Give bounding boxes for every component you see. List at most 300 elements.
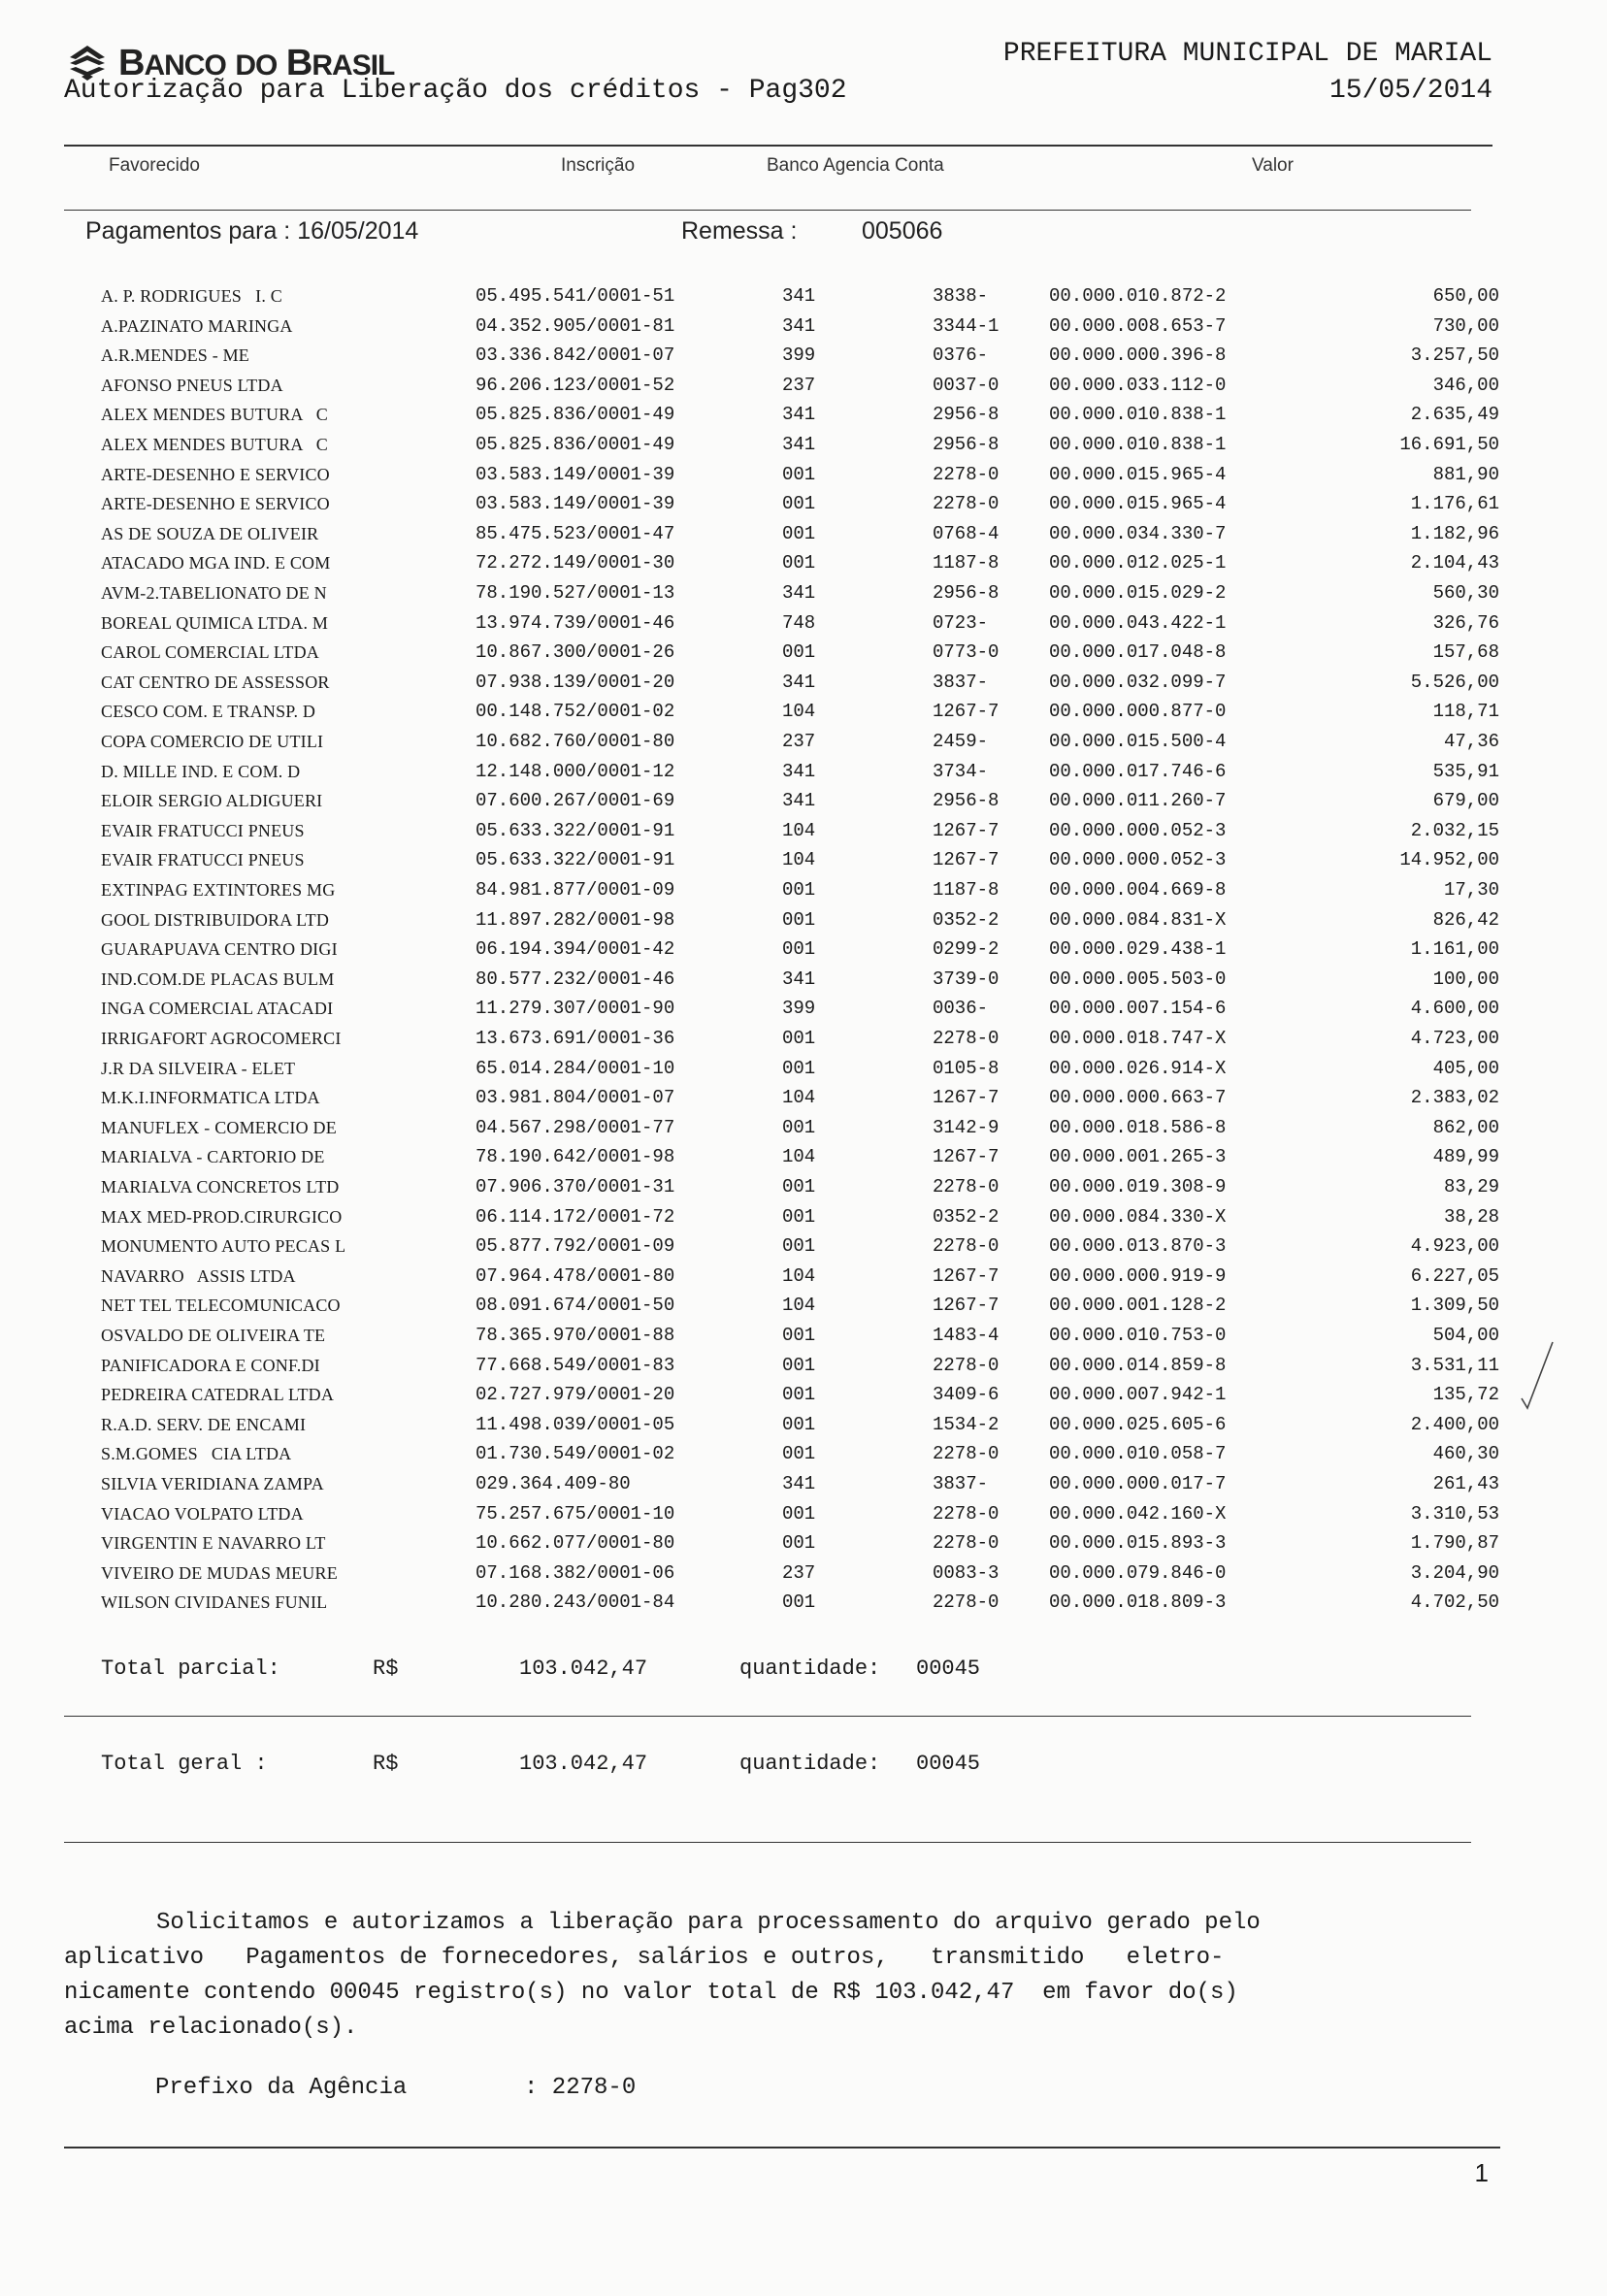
- favorecido-cell: A.R.MENDES - ME: [101, 345, 250, 366]
- conta-cell: 00.000.000.396-8: [1049, 344, 1227, 367]
- valor-cell: 650,00: [1432, 285, 1499, 307]
- table-row: [0, 489, 1607, 519]
- banco-cell: 001: [782, 493, 816, 515]
- banco-cell: 399: [782, 344, 816, 367]
- table-row: [0, 1202, 1607, 1232]
- valor-cell: 2.400,00: [1410, 1413, 1499, 1435]
- inscricao-cell: 01.730.549/0001-02: [476, 1443, 675, 1465]
- agencia-cell: 2956-8: [933, 582, 1000, 604]
- agencia-cell: 0352-2: [933, 908, 1000, 931]
- banco-cell: 001: [782, 1057, 816, 1079]
- inscricao-cell: 96.206.123/0001-52: [476, 374, 675, 396]
- total-parcial-quantity: 00045: [916, 1656, 981, 1681]
- agencia-cell: 1267-7: [933, 701, 1000, 723]
- favorecido-cell: IRRIGAFORT AGROCOMERCI: [101, 1029, 342, 1048]
- valor-cell: 504,00: [1432, 1325, 1499, 1346]
- valor-cell: 16.691,50: [1399, 434, 1499, 455]
- message-line-2: aplicativo Pagamentos de fornecedores, salários e outros, transmitido eletro-: [64, 1945, 1225, 1971]
- favorecido-cell: M.K.I.INFORMATICA LTDA: [101, 1088, 320, 1108]
- valor-cell: 2.635,49: [1410, 404, 1499, 426]
- banco-cell: 001: [782, 1413, 816, 1435]
- favorecido-cell: SILVIA VERIDIANA ZAMPA: [101, 1474, 324, 1493]
- inscricao-cell: 75.257.675/0001-10: [476, 1502, 675, 1525]
- header-divider: [64, 145, 1492, 147]
- column-header-inscricao: Inscrição: [561, 155, 636, 176]
- conta-cell: 00.000.000.877-0: [1049, 701, 1227, 723]
- total-geral-quantity: 00045: [916, 1752, 981, 1776]
- agencia-cell: 0723-: [933, 611, 989, 634]
- agencia-cell: 3734-: [933, 760, 989, 782]
- conta-cell: 00.000.019.308-9: [1049, 1176, 1227, 1197]
- inscricao-cell: 05.825.836/0001-49: [476, 404, 675, 426]
- banco-cell: 104: [782, 1087, 816, 1109]
- conta-cell: 00.000.000.052-3: [1049, 819, 1227, 841]
- valor-cell: 14.952,00: [1399, 849, 1499, 871]
- favorecido-cell: ALEX MENDES BUTURA C: [101, 435, 328, 454]
- conta-cell: 00.000.015.893-3: [1049, 1532, 1227, 1555]
- payment-date: Pagamentos para : 16/05/2014: [85, 217, 419, 245]
- agencia-cell: 2278-0: [933, 1591, 1000, 1614]
- conta-cell: 00.000.008.653-7: [1049, 314, 1227, 337]
- conta-cell: 00.000.025.605-6: [1049, 1413, 1227, 1435]
- agencia-cell: 2956-8: [933, 790, 1000, 812]
- inscricao-cell: 03.583.149/0001-39: [476, 493, 675, 515]
- favorecido-cell: AS DE SOUZA DE OLIVEIR: [101, 523, 319, 543]
- banco-cell: 104: [782, 701, 816, 723]
- favorecido-cell: AFONSO PNEUS LTDA: [101, 375, 283, 395]
- agencia-cell: 1267-7: [933, 1087, 1000, 1109]
- inscricao-cell: 07.600.267/0001-69: [476, 790, 675, 812]
- conta-cell: 00.000.018.586-8: [1049, 1116, 1227, 1138]
- inscricao-cell: 11.498.039/0001-05: [476, 1413, 675, 1435]
- conta-cell: 00.000.012.025-1: [1049, 552, 1227, 574]
- conta-cell: 00.000.042.160-X: [1049, 1502, 1227, 1525]
- banco-cell: 104: [782, 849, 816, 871]
- agencia-cell: 0083-3: [933, 1561, 1000, 1584]
- table-row: [0, 875, 1607, 905]
- table-row: [0, 519, 1607, 549]
- banco-cell: 341: [782, 285, 816, 307]
- banco-cell: 104: [782, 1264, 816, 1287]
- conta-cell: 00.000.010.872-2: [1049, 285, 1227, 307]
- banco-cell: 001: [782, 1325, 816, 1346]
- table-row: [0, 1231, 1607, 1262]
- valor-cell: 460,30: [1432, 1443, 1499, 1465]
- agencia-cell: 2278-0: [933, 1235, 1000, 1258]
- agencia-cell: 2278-0: [933, 1354, 1000, 1376]
- inscricao-cell: 00.148.752/0001-02: [476, 701, 675, 723]
- valor-cell: 2.032,15: [1410, 819, 1499, 841]
- table-row: [0, 548, 1607, 578]
- inscricao-cell: 10.682.760/0001-80: [476, 731, 675, 752]
- inscricao-cell: 13.974.739/0001-46: [476, 611, 675, 634]
- conta-cell: 00.000.026.914-X: [1049, 1057, 1227, 1079]
- table-row: [0, 281, 1607, 312]
- valor-cell: 730,00: [1432, 314, 1499, 337]
- valor-cell: 261,43: [1432, 1473, 1499, 1494]
- banco-cell: 104: [782, 1146, 816, 1168]
- valor-cell: 4.702,50: [1410, 1591, 1499, 1614]
- total-geral-label: Total geral :: [101, 1752, 268, 1776]
- banco-cell: 399: [782, 998, 816, 1020]
- agencia-cell: 1267-7: [933, 1295, 1000, 1317]
- favorecido-cell: EVAIR FRATUCCI PNEUS: [101, 820, 305, 840]
- inscricao-cell: 05.633.322/0001-91: [476, 849, 675, 871]
- favorecido-cell: A.PAZINATO MARINGA: [101, 315, 293, 336]
- agencia-cell: 2278-0: [933, 493, 1000, 515]
- banco-cell: 237: [782, 731, 816, 752]
- agencia-cell: 2278-0: [933, 463, 1000, 485]
- agencia-cell: 0768-4: [933, 522, 1000, 544]
- agencia-cell: 2956-8: [933, 434, 1000, 455]
- table-row: [0, 1291, 1607, 1321]
- agencia-cell: 0037-0: [933, 374, 1000, 396]
- table-row: [0, 816, 1607, 846]
- banco-cell: 104: [782, 1295, 816, 1317]
- banco-cell: 341: [782, 434, 816, 455]
- banco-cell: 001: [782, 641, 816, 664]
- table-row: [0, 460, 1607, 490]
- message-line-4: acima relacionado(s).: [64, 2015, 358, 2041]
- inscricao-cell: 04.567.298/0001-77: [476, 1116, 675, 1138]
- favorecido-cell: INGA COMERCIAL ATACADI: [101, 999, 334, 1019]
- valor-cell: 881,90: [1432, 463, 1499, 485]
- agencia-cell: 0773-0: [933, 641, 1000, 664]
- conta-cell: 00.000.017.746-6: [1049, 760, 1227, 782]
- agencia-cell: 1267-7: [933, 819, 1000, 841]
- inscricao-cell: 11.279.307/0001-90: [476, 998, 675, 1020]
- table-row: [0, 727, 1607, 757]
- banco-cell: 341: [782, 314, 816, 337]
- conta-cell: 00.000.004.669-8: [1049, 879, 1227, 901]
- favorecido-cell: ARTE-DESENHO E SERVICO: [101, 464, 330, 484]
- conta-cell: 00.000.010.838-1: [1049, 404, 1227, 426]
- valor-cell: 405,00: [1432, 1057, 1499, 1079]
- favorecido-cell: MANUFLEX - COMERCIO DE: [101, 1117, 337, 1137]
- favorecido-cell: VIVEIRO DE MUDAS MEURE: [101, 1562, 338, 1583]
- table-row: [0, 1054, 1607, 1084]
- table-row: [0, 1113, 1607, 1143]
- table-row: [0, 697, 1607, 727]
- totals-divider: [64, 1716, 1471, 1717]
- banco-cell: 341: [782, 671, 816, 693]
- banco-cell: 237: [782, 374, 816, 396]
- favorecido-cell: BOREAL QUIMICA LTDA. M: [101, 612, 329, 633]
- favorecido-cell: CESCO COM. E TRANSP. D: [101, 702, 316, 722]
- table-row: [0, 341, 1607, 371]
- conta-cell: 00.000.000.919-9: [1049, 1264, 1227, 1287]
- favorecido-cell: PEDREIRA CATEDRAL LTDA: [101, 1385, 335, 1405]
- favorecido-cell: MARIALVA CONCRETOS LTD: [101, 1177, 340, 1197]
- inscricao-cell: 05.825.836/0001-49: [476, 434, 675, 455]
- valor-cell: 4.600,00: [1410, 998, 1499, 1020]
- banco-cell: 001: [782, 1591, 816, 1614]
- table-row: [0, 578, 1607, 608]
- conta-cell: 00.000.018.809-3: [1049, 1591, 1227, 1614]
- conta-cell: 00.000.015.500-4: [1049, 731, 1227, 752]
- table-row: [0, 965, 1607, 995]
- banco-cell: 001: [782, 1384, 816, 1406]
- inscricao-cell: 10.867.300/0001-26: [476, 641, 675, 664]
- conta-cell: 00.000.015.029-2: [1049, 582, 1227, 604]
- banco-cell: 104: [782, 819, 816, 841]
- favorecido-cell: VIACAO VOLPATO LTDA: [101, 1503, 304, 1524]
- valor-cell: 157,68: [1432, 641, 1499, 664]
- table-row: [0, 1172, 1607, 1202]
- agencia-cell: 3838-: [933, 285, 989, 307]
- conta-cell: 00.000.010.838-1: [1049, 434, 1227, 455]
- valor-cell: 100,00: [1432, 968, 1499, 990]
- conta-cell: 00.000.001.128-2: [1049, 1295, 1227, 1317]
- valor-cell: 135,72: [1432, 1384, 1499, 1406]
- banco-cell: 001: [782, 908, 816, 931]
- favorecido-cell: ALEX MENDES BUTURA C: [101, 405, 328, 425]
- inscricao-cell: 77.668.549/0001-83: [476, 1354, 675, 1376]
- table-row: [0, 994, 1607, 1024]
- conta-cell: 00.000.010.058-7: [1049, 1443, 1227, 1465]
- inscricao-cell: 08.091.674/0001-50: [476, 1295, 675, 1317]
- total-parcial-quantity-label: quantidade:: [739, 1656, 881, 1681]
- table-row: [0, 786, 1607, 816]
- valor-cell: 4.923,00: [1410, 1235, 1499, 1258]
- table-row: [0, 1321, 1607, 1351]
- inscricao-cell: 06.114.172/0001-72: [476, 1205, 675, 1228]
- inscricao-cell: 78.365.970/0001-88: [476, 1325, 675, 1346]
- agencia-cell: 1483-4: [933, 1325, 1000, 1346]
- inscricao-cell: 05.495.541/0001-51: [476, 285, 675, 307]
- banco-cell: 748: [782, 611, 816, 634]
- valor-cell: 3.531,11: [1410, 1354, 1499, 1376]
- favorecido-cell: NAVARRO ASSIS LTDA: [101, 1265, 296, 1286]
- conta-cell: 00.000.000.052-3: [1049, 849, 1227, 871]
- table-row: [0, 1439, 1607, 1469]
- table-row: [0, 1351, 1607, 1381]
- inscricao-cell: 11.897.282/0001-98: [476, 908, 675, 931]
- table-row: [0, 1142, 1607, 1172]
- agencia-cell: 2278-0: [933, 1532, 1000, 1555]
- valor-cell: 3.257,50: [1410, 344, 1499, 367]
- table-row: [0, 1262, 1607, 1292]
- conta-cell: 00.000.084.831-X: [1049, 908, 1227, 931]
- table-row: [0, 1083, 1607, 1113]
- favorecido-cell: ARTE-DESENHO E SERVICO: [101, 494, 330, 514]
- total-geral-currency: R$: [373, 1752, 399, 1776]
- table-row: [0, 638, 1607, 668]
- table-row: [0, 1528, 1607, 1558]
- valor-cell: 1.176,61: [1410, 493, 1499, 515]
- favorecido-cell: ATACADO MGA IND. E COM: [101, 553, 331, 574]
- agencia-cell: 2278-0: [933, 1443, 1000, 1465]
- document-title: Autorização para Liberação dos créditos - Pag302: [64, 76, 847, 106]
- conta-cell: 00.000.043.422-1: [1049, 611, 1227, 634]
- table-row: [0, 845, 1607, 875]
- inscricao-cell: 07.906.370/0001-31: [476, 1176, 675, 1197]
- valor-cell: 1.161,00: [1410, 938, 1499, 961]
- table-row: [0, 1380, 1607, 1410]
- favorecido-cell: CAROL COMERCIAL LTDA: [101, 642, 320, 663]
- table-row: [0, 1499, 1607, 1529]
- column-header-banco-agencia-conta: Banco Agencia Conta: [767, 155, 944, 176]
- table-row: [0, 668, 1607, 698]
- conta-cell: 00.000.018.747-X: [1049, 1028, 1227, 1049]
- banco-cell: 001: [782, 1443, 816, 1465]
- inscricao-cell: 78.190.642/0001-98: [476, 1146, 675, 1168]
- agencia-cell: 2278-0: [933, 1502, 1000, 1525]
- banco-cell: 341: [782, 404, 816, 426]
- inscricao-cell: 03.583.149/0001-39: [476, 463, 675, 485]
- valor-cell: 326,76: [1432, 611, 1499, 634]
- agencia-cell: 2459-: [933, 731, 989, 752]
- check-mark-icon: [1520, 1340, 1555, 1410]
- conta-cell: 00.000.079.846-0: [1049, 1561, 1227, 1584]
- valor-cell: 2.104,43: [1410, 552, 1499, 574]
- valor-cell: 346,00: [1432, 374, 1499, 396]
- total-parcial-label: Total parcial:: [101, 1656, 280, 1681]
- agency-prefix-value: : 2278-0: [524, 2075, 637, 2101]
- banco-cell: 001: [782, 1354, 816, 1376]
- valor-cell: 83,29: [1443, 1176, 1499, 1197]
- conta-cell: 00.000.032.099-7: [1049, 671, 1227, 693]
- table-row: [0, 1588, 1607, 1618]
- conta-cell: 00.000.007.942-1: [1049, 1384, 1227, 1406]
- agencia-cell: 0352-2: [933, 1205, 1000, 1228]
- favorecido-cell: D. MILLE IND. E COM. D: [101, 761, 301, 781]
- agencia-cell: 3409-6: [933, 1384, 1000, 1406]
- column-header-divider: [64, 210, 1471, 211]
- inscricao-cell: 10.662.077/0001-80: [476, 1532, 675, 1555]
- agencia-cell: 3837-: [933, 671, 989, 693]
- conta-cell: 00.000.084.330-X: [1049, 1205, 1227, 1228]
- table-row: [0, 430, 1607, 460]
- banco-cell: 001: [782, 1205, 816, 1228]
- agencia-cell: 3142-9: [933, 1116, 1000, 1138]
- inscricao-cell: 05.877.792/0001-09: [476, 1235, 675, 1258]
- valor-cell: 679,00: [1432, 790, 1499, 812]
- banco-cell: 001: [782, 1116, 816, 1138]
- valor-cell: 489,99: [1432, 1146, 1499, 1168]
- agencia-cell: 0036-: [933, 998, 989, 1020]
- inscricao-cell: 05.633.322/0001-91: [476, 819, 675, 841]
- favorecido-cell: GOOL DISTRIBUIDORA LTD: [101, 909, 330, 930]
- inscricao-cell: 07.964.478/0001-80: [476, 1264, 675, 1287]
- message-line-1: Solicitamos e autorizamos a liberação para processamento do arquivo gerado pelo: [156, 1910, 1261, 1936]
- banco-cell: 001: [782, 1028, 816, 1049]
- banco-cell: 001: [782, 879, 816, 901]
- remessa-label: Remessa :: [681, 217, 798, 245]
- favorecido-cell: AVM-2.TABELIONATO DE N: [101, 583, 327, 603]
- agencia-cell: 0299-2: [933, 938, 1000, 961]
- agencia-cell: 1187-8: [933, 879, 1000, 901]
- inscricao-cell: 78.190.527/0001-13: [476, 582, 675, 604]
- inscricao-cell: 029.364.409-80: [476, 1473, 631, 1494]
- valor-cell: 826,42: [1432, 908, 1499, 931]
- banco-cell: 237: [782, 1561, 816, 1584]
- agencia-cell: 1267-7: [933, 1146, 1000, 1168]
- conta-cell: 00.000.014.859-8: [1049, 1354, 1227, 1376]
- banco-cell: 001: [782, 463, 816, 485]
- agencia-cell: 2278-0: [933, 1176, 1000, 1197]
- inscricao-cell: 07.168.382/0001-06: [476, 1561, 675, 1584]
- inscricao-cell: 06.194.394/0001-42: [476, 938, 675, 961]
- total-geral-quantity-label: quantidade:: [739, 1752, 881, 1776]
- agencia-cell: 3739-0: [933, 968, 1000, 990]
- agencia-cell: 1534-2: [933, 1413, 1000, 1435]
- favorecido-cell: CAT CENTRO DE ASSESSOR: [101, 672, 330, 692]
- agency-prefix-label: Prefixo da Agência: [155, 2075, 408, 2101]
- inscricao-cell: 07.938.139/0001-20: [476, 671, 675, 693]
- table-row: [0, 757, 1607, 787]
- inscricao-cell: 02.727.979/0001-20: [476, 1384, 675, 1406]
- inscricao-cell: 85.475.523/0001-47: [476, 522, 675, 544]
- banco-cell: 341: [782, 968, 816, 990]
- inscricao-cell: 12.148.000/0001-12: [476, 760, 675, 782]
- conta-cell: 00.000.010.753-0: [1049, 1325, 1227, 1346]
- conta-cell: 00.000.011.260-7: [1049, 790, 1227, 812]
- favorecido-cell: NET TEL TELECOMUNICACO: [101, 1296, 341, 1316]
- valor-cell: 1.790,87: [1410, 1532, 1499, 1555]
- banco-cell: 001: [782, 1502, 816, 1525]
- valor-cell: 862,00: [1432, 1116, 1499, 1138]
- banco-cell: 001: [782, 938, 816, 961]
- organization-name: PREFEITURA MUNICIPAL DE MARIAL: [1002, 39, 1492, 69]
- favorecido-cell: J.R DA SILVEIRA - ELET: [101, 1058, 296, 1078]
- inscricao-cell: 10.280.243/0001-84: [476, 1591, 675, 1614]
- conta-cell: 00.000.005.503-0: [1049, 968, 1227, 990]
- total-geral-amount: 103.042,47: [519, 1752, 648, 1776]
- valor-cell: 4.723,00: [1410, 1028, 1499, 1049]
- banco-cell: 001: [782, 522, 816, 544]
- valor-cell: 3.310,53: [1410, 1502, 1499, 1525]
- valor-cell: 5.526,00: [1410, 671, 1499, 693]
- favorecido-cell: VIRGENTIN E NAVARRO LT: [101, 1533, 326, 1554]
- page-number: 1: [1474, 2158, 1489, 2187]
- favorecido-cell: EVAIR FRATUCCI PNEUS: [101, 850, 305, 870]
- message-line-3: nicamente contendo 00045 registro(s) no valor total de R$ 103.042,47 em favor do(s): [64, 1980, 1238, 2006]
- conta-cell: 00.000.001.265-3: [1049, 1146, 1227, 1168]
- table-row: [0, 1469, 1607, 1499]
- agencia-cell: 3837-: [933, 1473, 989, 1494]
- banco-cell: 341: [782, 582, 816, 604]
- agencia-cell: 1187-8: [933, 552, 1000, 574]
- footer-divider: [64, 1842, 1471, 1843]
- table-row: [0, 400, 1607, 430]
- conta-cell: 00.000.015.965-4: [1049, 493, 1227, 515]
- table-row: [0, 935, 1607, 965]
- conta-cell: 00.000.000.017-7: [1049, 1473, 1227, 1494]
- banco-cell: 001: [782, 552, 816, 574]
- table-row: [0, 608, 1607, 639]
- inscricao-cell: 65.014.284/0001-10: [476, 1057, 675, 1079]
- bottom-rule: [64, 2147, 1500, 2148]
- banco-cell: 001: [782, 1235, 816, 1258]
- inscricao-cell: 84.981.877/0001-09: [476, 879, 675, 901]
- agencia-cell: 0376-: [933, 344, 989, 367]
- inscricao-cell: 04.352.905/0001-81: [476, 314, 675, 337]
- favorecido-cell: EXTINPAG EXTINTORES MG: [101, 880, 336, 900]
- inscricao-cell: 03.981.804/0001-07: [476, 1087, 675, 1109]
- favorecido-cell: MONUMENTO AUTO PECAS L: [101, 1236, 346, 1257]
- table-row: [0, 905, 1607, 935]
- favorecido-cell: GUARAPUAVA CENTRO DIGI: [101, 939, 338, 960]
- valor-cell: 17,30: [1443, 879, 1499, 901]
- valor-cell: 47,36: [1443, 731, 1499, 752]
- conta-cell: 00.000.029.438-1: [1049, 938, 1227, 961]
- inscricao-cell: 72.272.149/0001-30: [476, 552, 675, 574]
- favorecido-cell: IND.COM.DE PLACAS BULM: [101, 968, 335, 989]
- valor-cell: 118,71: [1432, 701, 1499, 723]
- table-row: [0, 1410, 1607, 1440]
- conta-cell: 00.000.007.154-6: [1049, 998, 1227, 1020]
